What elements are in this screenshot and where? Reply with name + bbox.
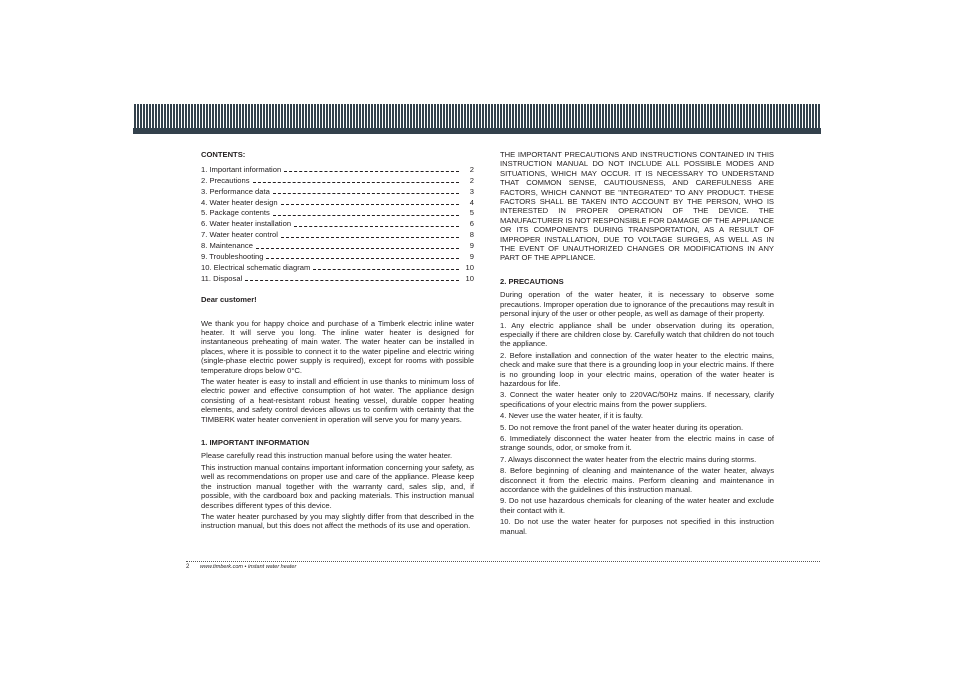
contents-title: CONTENTS:: [201, 150, 246, 159]
footer-separator: •: [244, 564, 247, 570]
right-column: [500, 150, 774, 538]
toc-leader: [273, 215, 459, 216]
spacer: [201, 309, 474, 319]
toc-label: 4. Water heater design: [201, 197, 278, 207]
footer-dotted-rule: [186, 561, 820, 562]
greeting-title: Dear customer!: [201, 295, 257, 305]
toc-item[interactable]: [201, 240, 474, 251]
toc-leader: [273, 193, 459, 194]
precaution-item: 9. Do not use hazardous chemicals for cleaning of the water heater and exclude their contact with it.: [500, 496, 774, 515]
toc-page: 10: [465, 273, 474, 283]
precaution-item: 8. Before beginning of cleaning and maintenance of the water heater, always disconnect it from the electric mains. Perform cleaning and maintenance in accordance with the guidelines of this instruction manual.: [500, 466, 774, 494]
footer-website: www.timberk.com: [199, 564, 243, 570]
toc-label: 1. Important information: [201, 164, 282, 174]
precaution-item: 1. Any electric appliance shall be under observation during its operation, especially if there are children close by. Carefully watch that children do not touch the appliance.: [500, 320, 774, 349]
toc-page: 10: [465, 262, 474, 272]
toc-page: 2: [469, 164, 474, 174]
toc-leader: [294, 226, 459, 227]
toc-leader: [281, 204, 459, 205]
toc-item[interactable]: [201, 185, 474, 196]
precaution-item: 2. Before installation and connection of the water heater to the electric mains, check and make sure that there is a grounding loop in your electric mains. If there is no grounding loop in your electric mains, operation of the water heater is hazardous for life.: [500, 350, 774, 388]
toc-page: 2: [469, 175, 474, 185]
precaution-item: 10. Do not use the water heater for purposes not specified in this instruction manual.: [500, 517, 774, 536]
footer-caption: instant water heater: [247, 564, 297, 570]
precaution-item: 7. Always disconnect the water heater from the electric mains during storms.: [500, 454, 757, 464]
precaution-item: 6. Immediately disconnect the water heater from the electric mains in case of strange sounds, odor, or smoke from it.: [500, 433, 774, 453]
toc-leader: [245, 280, 459, 281]
precautions-intro: During operation of the water heater, it is necessary to observe some precautions. Improper operation due to ignorance of the precautions may result in personal injury of the user or other people, as well as damage of their property.: [500, 290, 774, 319]
disclaimer-notice: THE IMPORTANT PRECAUTIONS AND INSTRUCTIONS CONTAINED IN THIS INSTRUCTION MANUAL DO NOT INCLUDE ALL POSSIBLE MODES AND SITUATIONS, WHICH MAY OCCUR. IT IS NECESSARY TO UNDERSTAND THAT COMMON SENSE, CAUTIOUSNESS, AND CAREFULNESS ARE FACTORS, WHICH CANNOT BE "INTEGRATED" TO ANY PRODUCT. THESE FACTORS SHALL BE TAKEN INTO ACCOUNT BY THE PERSON, WHO IS INTERESTED IN PROPER OPERATION OF THE DEVICE. THE MANUFACTURER IS NOT RESPONSIBLE FOR DAMAGE OF THE APPLIANCE OR ITS COMPONENTS DURING TRANSPORTATION, AS A RESULT OF IMPROPER INSTALLATION, DUE TO VOLTAGE SURGES, AS WELL AS IN THE EVENT OF UNAUTHORIZED CHANGES OR MODIFICATIONS IN ANY PART OF THE APPLIANCE.: [500, 150, 774, 263]
toc-leader: [284, 171, 459, 172]
toc-label: 3. Performance data: [201, 186, 270, 196]
greeting-paragraph: We thank you for happy choice and purchase of a Timberk electric inline water heater. It will serve you long. The inline water heater is designed for instantaneous preheating of main water. The water heater can be installed in places, where it is possible to connect it to the water pipeline and electric wiring (single-phase electric power supply is required), except for rooms with possible temperature drops below 0°C.: [201, 318, 474, 375]
toc-page: 6: [469, 219, 474, 229]
important-info-heading: 1. IMPORTANT INFORMATION: [201, 438, 310, 448]
important-info-paragraph: Please carefully read this instruction manual before using the water heater.: [201, 451, 453, 461]
precautions-heading: 2. PRECAUTIONS: [500, 276, 564, 286]
header-stripe-pattern: [133, 104, 821, 128]
toc-item[interactable]: [201, 261, 474, 272]
toc-page: 5: [469, 208, 474, 218]
toc-item[interactable]: [201, 174, 474, 185]
toc-leader: [256, 248, 459, 249]
important-info-paragraph: This instruction manual contains important information concerning your safety, as well as recommendations on proper use and care of the appliance. Please keep the instruction manual together with the warranty card, sales slip, and, if possible, with the cardboard box and packing materials. This instruction manual describes different types of this device.: [201, 462, 474, 510]
page-number: 2: [186, 564, 190, 570]
left-column: [201, 150, 474, 533]
toc-item[interactable]: [201, 229, 474, 240]
toc-label: 8. Maintenance: [201, 241, 253, 251]
toc-item[interactable]: [201, 163, 474, 174]
toc-page: 8: [469, 230, 474, 240]
precaution-item: 5. Do not remove the front panel of the water heater during its operation.: [500, 422, 744, 432]
toc-label: 10. Electrical schematic diagram: [201, 262, 311, 272]
toc-leader: [266, 258, 459, 259]
toc-item[interactable]: [201, 196, 474, 207]
important-info-paragraph: The water heater purchased by you may slightly differ from that described in the instruction manual, but this does not affect the methods of its use and operation.: [201, 511, 474, 531]
greeting-paragraph: The water heater is easy to install and efficient in use thanks to minimum loss of electric power and effective consumption of hot water. The appliance design consisting of a heat-resistant robust heating vessel, durable copper heating elements, and safety control devices allows us to confirm with certainty that the TIMBERK water heater convenient in operation will serve you for many years.: [201, 377, 474, 424]
toc-label: 11. Disposal: [201, 273, 243, 283]
toc-item[interactable]: [201, 272, 474, 283]
toc-page: 9: [469, 252, 474, 262]
toc-page: 4: [469, 197, 474, 207]
toc-label: 7. Water heater control: [201, 230, 278, 240]
toc-leader: [253, 182, 459, 183]
toc-page: 9: [469, 241, 474, 251]
precaution-item: 4. Never use the water heater, if it is faulty.: [500, 411, 643, 421]
table-of-contents: [201, 163, 474, 283]
toc-leader: [313, 269, 459, 270]
toc-leader: [281, 237, 459, 238]
precaution-item: 3. Connect the water heater only to 220VAC/50Hz mains. If necessary, clarify specifications of your electric mains from the power suppliers.: [500, 390, 774, 409]
page-footer: [186, 564, 296, 570]
header-band: [133, 104, 821, 134]
toc-item[interactable]: [201, 218, 474, 229]
toc-item[interactable]: [201, 251, 474, 262]
toc-label: 2. Precautions: [201, 175, 250, 185]
toc-label: 6. Water heater installation: [201, 219, 292, 229]
toc-label: 5. Package contents: [201, 208, 270, 218]
toc-label: 9. Troubleshooting: [201, 252, 264, 262]
toc-page: 3: [469, 186, 474, 196]
toc-item[interactable]: [201, 207, 474, 218]
